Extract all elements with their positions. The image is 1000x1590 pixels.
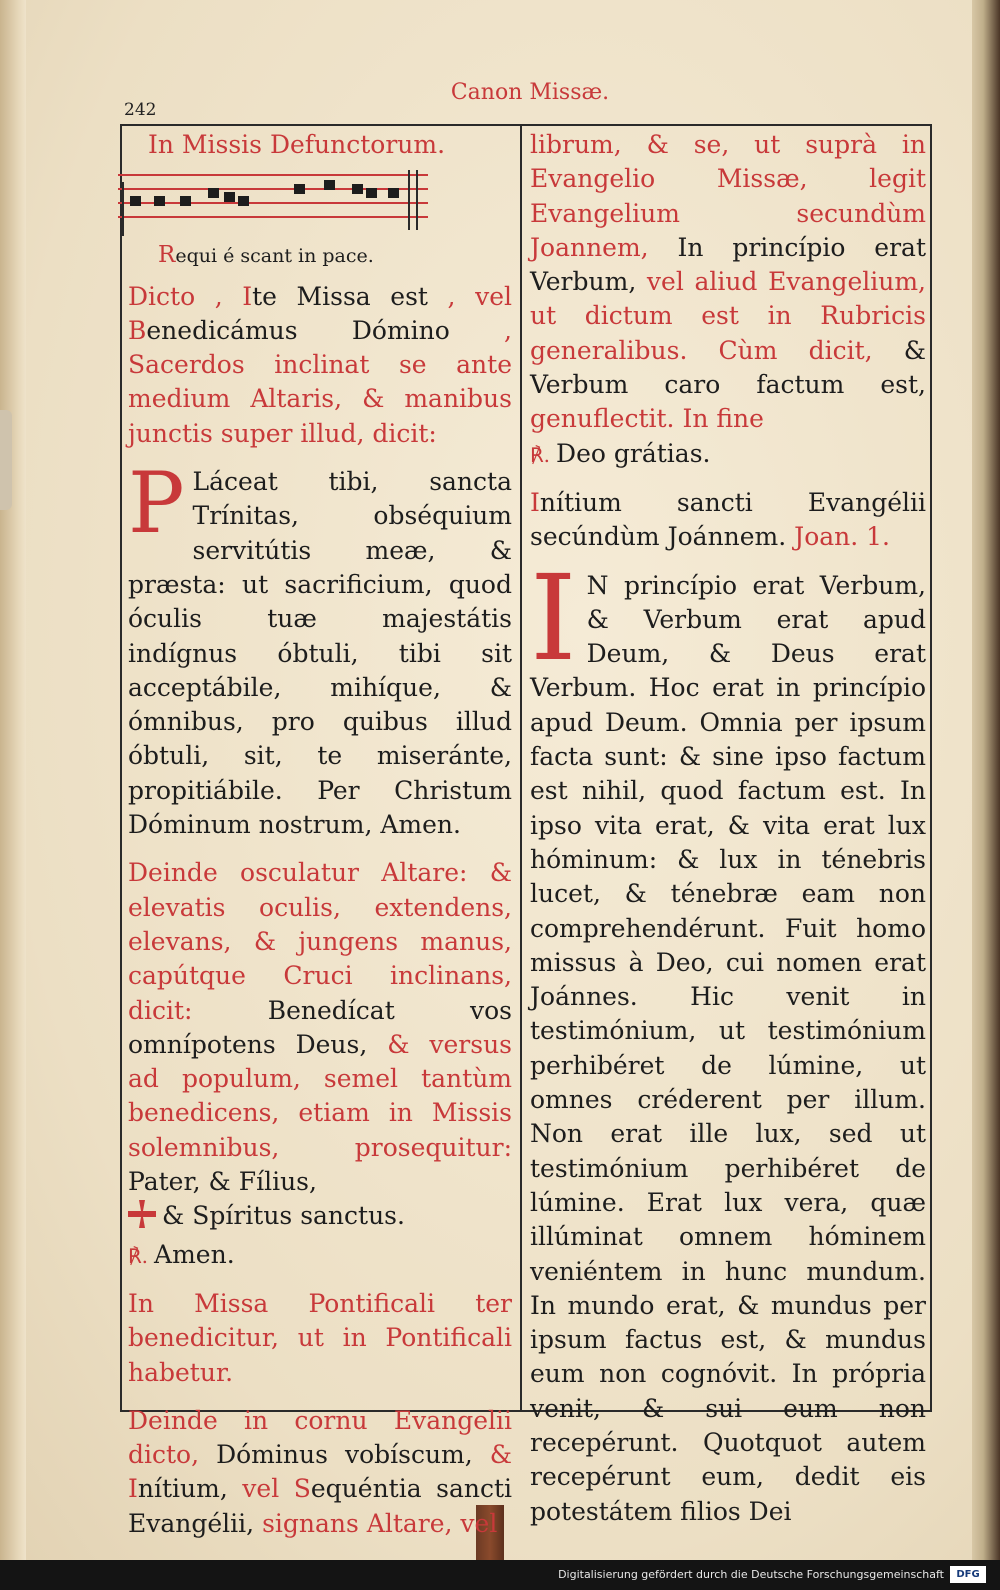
chant-note (208, 188, 219, 198)
footer-credit: Digitalisierung gefördert durch die Deutsche Forschungsgemeinschaft (558, 1568, 944, 1581)
chant-note (154, 196, 165, 206)
chant-note (130, 196, 141, 206)
chant-staff (118, 166, 428, 238)
gospel-john-text: I N princípio erat Verbum, & Verbum erat apud Deum, & Deus erat Verbum. Hoc erat in princípio apud Deum. Omnia per ipsum facta sunt: & sine ipso factum est nihil, quod factum est. In ipso vita erat, & vita erat lux hóminum: & lux in ténebris lucet, & ténebræ eam non comprehendérunt. Fuit homo missus à Deo, cui nomen erat Joánnes. Hic venit in testimónium, ut testimónium perhibéret de lúmine, ut omnes créderent per illum. Non erat ille lux, sed ut testimónium perhibéret de lúmine. Erat lux vera, quæ illúminat omnem hóminem veniéntem in hunc mundum. In mundo erat, & mundus per ipsum factus est, & mundus eum non cognóvit. In própria venit, & sui eum non recepérunt. Quotquot autem recepérunt eum, dedit eis potestátem filios Dei (530, 548, 926, 1526)
chant-note (294, 184, 305, 194)
chant-note (180, 196, 191, 206)
section-heading: In Missis Defunctorum. (148, 130, 446, 159)
chant-lyric: Requi é scant in pace. (158, 242, 374, 269)
blessing-paragraph: Deinde osculatur Altare: & elevatis oculis, extendens, elevans, & jungens manus, capútque Cruci inclinans, dicit: Benedícat vos omnípotens Deus, & versus ad populum, semel tantùm benedicens, etiam in Missis solemnibus, prosequitur: Pater, & Fílius, & Spíritus sanctus. (128, 858, 513, 1231)
footer-bar (0, 1560, 1000, 1590)
rubric-paragraph: Dicto , Ite Missa est , vel Benedicámus Dómino , Sacerdos inclinat se ante medium Altaris, & manibus junctis super illud, dicit: (128, 281, 512, 448)
prayer-placeat: P Láceat tibi, sancta Trínitas, obséquium servitútis meæ, & præsta: ut sacrificium, quod óculis tuæ majestátis indígnus óbtuli, tibi sit acceptábile, mihíque, & ómnibus, pro quibus illud óbtuli, sit, te miseránte, propitiábile. Per Christum Dóminum nostrum, Amen. (128, 454, 512, 840)
rubric-last-gospel: librum, & se, ut suprà in Evangelio Missæ, legit Evangelium secundùm Joannem, In princípio erat Verbum, vel aliud Evangelium, ut dictum est in Rubricis generalibus. Cùm dicit, & Verbum caro factum est, genuflectit. In fine ℟. Deo grátias. (530, 130, 926, 468)
chant-note (224, 192, 235, 202)
book-gutter (0, 0, 26, 1560)
gospel-title: Inítium sancti Evangélii secúndùm Joánnem. Joan. 1. (530, 487, 926, 552)
dfg-logo-icon: DFG (950, 1566, 986, 1583)
rubric-gospel-start: Deinde in cornu Evangelii dicto, Dóminus vobíscum, & Inítium, vel Sequéntia sancti Evangélii, signans Altare, vel (128, 1405, 513, 1538)
chant-note (388, 188, 399, 198)
page-clip (0, 410, 12, 510)
right-column (530, 128, 926, 1543)
drop-cap-i: I (530, 548, 577, 687)
cross-icon (128, 1200, 156, 1228)
chant-note (238, 196, 249, 206)
chant-note (366, 188, 377, 198)
running-head: Canon Missæ. (450, 80, 610, 105)
drop-cap-p: P (128, 454, 185, 553)
column-divider (520, 124, 522, 1412)
rubric-pontifical: In Missa Pontificali ter benedicitur, ut in Pontificali habetur. (128, 1288, 512, 1387)
chant-note (324, 180, 335, 190)
left-column (128, 128, 512, 1555)
page-number: 242 (124, 100, 157, 120)
page-edges (972, 0, 1000, 1560)
chant-note (352, 184, 363, 194)
response-amen: ℟. Amen. (128, 1239, 235, 1269)
